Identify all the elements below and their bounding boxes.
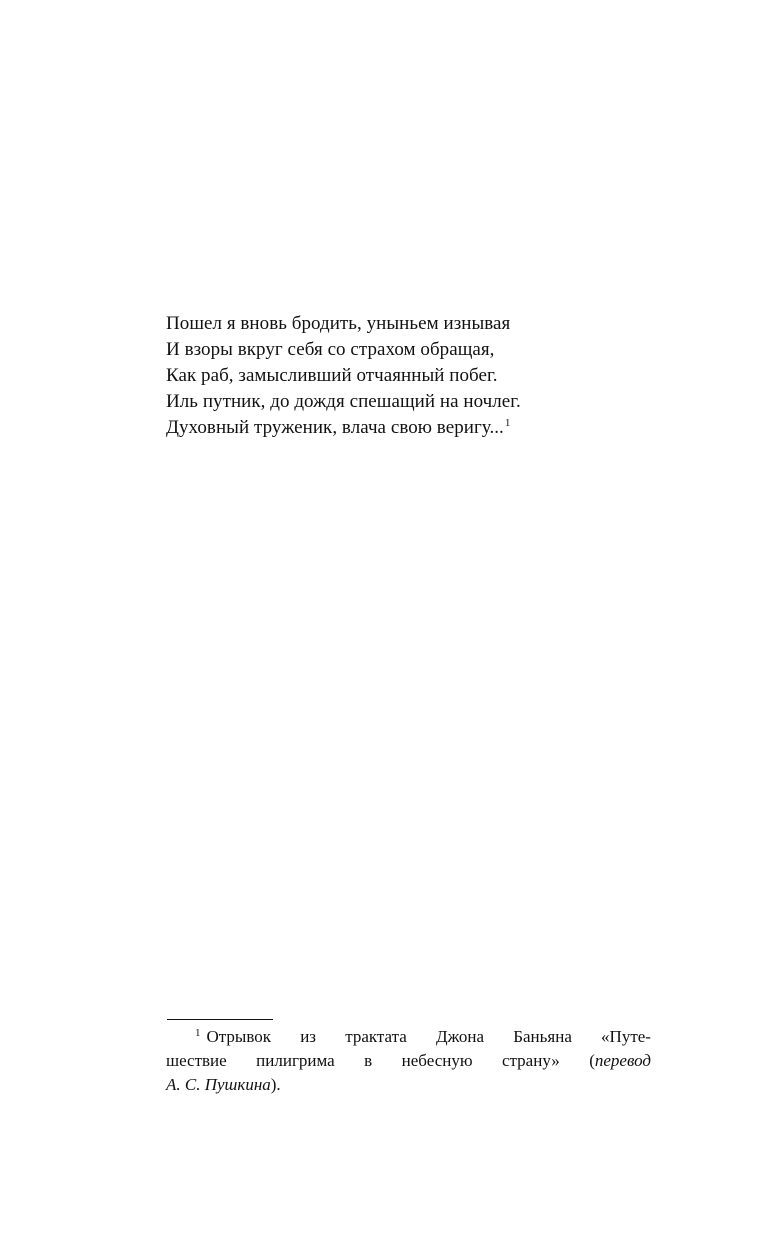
footnote-word	[589, 1049, 651, 1073]
footnote-marker: 1	[195, 1027, 201, 1039]
footnote-reference: 1	[504, 417, 511, 429]
poem-line	[166, 415, 666, 441]
footnote-line	[166, 1073, 651, 1097]
footnote-word: «Путе-	[601, 1027, 651, 1046]
poem-line-text: Духовный труженик, влача свою веригу...	[166, 417, 504, 438]
poem-line: Пошел я вновь бродить, уныньем изнывая	[166, 313, 511, 334]
footnote-divider	[167, 1019, 273, 1020]
footnote-italic-word: перевод	[594, 1051, 651, 1070]
poem-line: И взоры вкруг себя со страхом обращая,	[166, 339, 495, 360]
footnote-word: трактата	[345, 1027, 407, 1046]
footnote-word: небесную	[401, 1051, 473, 1070]
footnote-word: пилигрима	[256, 1051, 335, 1070]
poem-line: Иль путник, до дождя спешащий на ночлег.	[166, 391, 521, 412]
footnote-word: шествие	[166, 1051, 227, 1070]
footnote-first-word-group	[195, 1025, 271, 1049]
footnote-word: в	[364, 1051, 373, 1070]
footnote-word: Отрывок	[206, 1027, 272, 1046]
footnote	[166, 1025, 651, 1097]
poem-line: Как раб, замысливший отчаянный побег.	[166, 365, 498, 386]
footnote-word: страну»	[502, 1051, 560, 1070]
footnote-word: Джона	[436, 1027, 485, 1046]
footnote-paren: (	[589, 1051, 595, 1070]
poem	[166, 311, 666, 441]
footnote-line	[166, 1025, 651, 1049]
footnote-word: из	[300, 1027, 317, 1046]
footnote-word: Баньяна	[513, 1027, 572, 1046]
footnote-closing: ).	[270, 1075, 281, 1094]
footnote-author: А. С. Пушкина	[166, 1075, 271, 1094]
footnote-line	[166, 1049, 651, 1073]
